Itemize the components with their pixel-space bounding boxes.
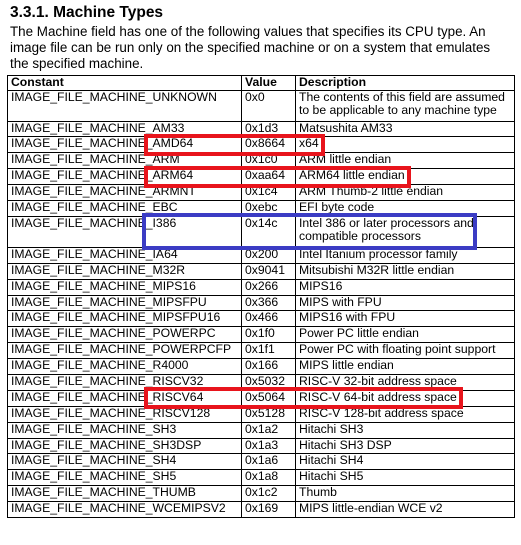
cell-constant: IMAGE_FILE_MACHINE_RISCV128 — [8, 406, 242, 422]
cell-description — [296, 422, 515, 438]
table-header-row — [8, 76, 515, 91]
description-line: Power PC with floating point support — [299, 342, 496, 357]
cell-value: 0x1c4 — [242, 185, 296, 201]
cell-description — [296, 121, 515, 137]
cell-description — [296, 502, 515, 518]
cell-description — [296, 153, 515, 169]
cell-description — [296, 406, 515, 422]
cell-constant: IMAGE_FILE_MACHINE_I386 — [8, 216, 242, 247]
table-row — [8, 153, 515, 169]
cell-constant: IMAGE_FILE_MACHINE_THUMB — [8, 486, 242, 502]
cell-description — [296, 169, 515, 185]
cell-value: 0x200 — [242, 247, 296, 263]
cell-value: 0x1a8 — [242, 470, 296, 486]
table-row — [8, 263, 515, 279]
cell-value: 0x169 — [242, 502, 296, 518]
table-row — [8, 438, 515, 454]
table-row — [8, 470, 515, 486]
cell-constant: IMAGE_FILE_MACHINE_MIPSFPU — [8, 295, 242, 311]
table-row — [8, 359, 515, 375]
cell-description — [296, 390, 515, 406]
cell-value: 0x466 — [242, 311, 296, 327]
cell-value: 0xaa64 — [242, 169, 296, 185]
cell-description — [296, 374, 515, 390]
cell-description — [296, 343, 515, 359]
cell-value: 0x1a2 — [242, 422, 296, 438]
cell-value: 0x8664 — [242, 137, 296, 153]
cell-description — [296, 90, 515, 121]
table-row — [8, 390, 515, 406]
table-row — [8, 422, 515, 438]
description-line: Intel 386 or later processors and — [299, 216, 474, 230]
table-row — [8, 121, 515, 137]
description-line: RISC-V 32-bit address space — [299, 374, 457, 388]
cell-constant: IMAGE_FILE_MACHINE_RISCV64 — [8, 390, 242, 406]
cell-value: 0x366 — [242, 295, 296, 311]
header-description: Description — [296, 76, 515, 91]
table-row — [8, 200, 515, 216]
description-line: Hitachi SH5 — [299, 469, 364, 484]
cell-value: 0x5128 — [242, 406, 296, 422]
cell-description — [296, 327, 515, 343]
table-row — [8, 137, 515, 153]
description-line: RISC-V 128-bit address space — [299, 406, 464, 420]
cell-constant: IMAGE_FILE_MACHINE_ARM — [8, 153, 242, 169]
cell-description — [296, 470, 515, 486]
table-row — [8, 185, 515, 201]
cell-constant: IMAGE_FILE_MACHINE_MIPS16 — [8, 279, 242, 295]
cell-constant: IMAGE_FILE_MACHINE_ARMNT — [8, 185, 242, 201]
cell-value: 0x1a3 — [242, 438, 296, 454]
description-line: MIPS16 with FPU — [299, 310, 396, 325]
cell-value: 0x1d3 — [242, 121, 296, 137]
table-row — [8, 486, 515, 502]
cell-description — [296, 137, 515, 153]
cell-value: 0x14c — [242, 216, 296, 247]
cell-value: 0x266 — [242, 279, 296, 295]
description-line: MIPS little endian — [299, 358, 394, 373]
description-line: RISC-V 64-bit address space — [299, 390, 457, 404]
cell-description — [296, 295, 515, 311]
description-line: Mitsubishi M32R little endian — [299, 263, 455, 277]
cell-value: 0x5032 — [242, 374, 296, 390]
description-line: ARM Thumb-2 little endian — [299, 184, 444, 199]
table-row — [8, 374, 515, 390]
description-line: MIPS little-endian WCE v2 — [299, 501, 443, 516]
cell-constant: IMAGE_FILE_MACHINE_IA64 — [8, 247, 242, 263]
intro-paragraph — [10, 24, 515, 72]
table-row — [8, 502, 515, 518]
cell-description — [296, 486, 515, 502]
description-line: Thumb — [299, 485, 337, 500]
cell-constant: IMAGE_FILE_MACHINE_M32R — [8, 263, 242, 279]
table-row — [8, 327, 515, 343]
cell-description — [296, 311, 515, 327]
table-row — [8, 343, 515, 359]
description-line: x64 — [299, 136, 319, 151]
cell-constant: IMAGE_FILE_MACHINE_WCEMIPSV2 — [8, 502, 242, 518]
cell-description — [296, 216, 515, 247]
cell-value: 0x1c0 — [242, 153, 296, 169]
cell-value: 0x1f0 — [242, 327, 296, 343]
description-line: ARM64 little endian — [299, 168, 405, 183]
description-line: MIPS16 — [299, 279, 343, 293]
description-line: Hitachi SH3 — [299, 422, 364, 436]
cell-description — [296, 438, 515, 454]
cell-description — [296, 279, 515, 295]
description-line: Hitachi SH4 — [299, 453, 364, 468]
cell-constant: IMAGE_FILE_MACHINE_POWERPC — [8, 327, 242, 343]
description-line: Matsushita AM33 — [299, 121, 393, 135]
cell-constant: IMAGE_FILE_MACHINE_AM33 — [8, 121, 242, 137]
cell-constant: IMAGE_FILE_MACHINE_AMD64 — [8, 137, 242, 153]
description-line: MIPS with FPU — [299, 295, 382, 309]
table-row — [8, 247, 515, 263]
table-row — [8, 295, 515, 311]
cell-value: 0x166 — [242, 359, 296, 375]
description-line: Intel Itanium processor family — [299, 247, 458, 261]
cell-value: 0x5064 — [242, 390, 296, 406]
cell-value: 0x1f1 — [242, 343, 296, 359]
cell-constant: IMAGE_FILE_MACHINE_POWERPCFP — [8, 343, 242, 359]
cell-value: 0xebc — [242, 200, 296, 216]
cell-description — [296, 200, 515, 216]
cell-constant: IMAGE_FILE_MACHINE_SH3 — [8, 422, 242, 438]
cell-constant: IMAGE_FILE_MACHINE_ARM64 — [8, 169, 242, 185]
cell-constant: IMAGE_FILE_MACHINE_SH3DSP — [8, 438, 242, 454]
table-row — [8, 406, 515, 422]
description-line: compatible processors — [299, 229, 421, 244]
cell-description — [296, 454, 515, 470]
machine-types-table — [7, 75, 515, 518]
description-line: Hitachi SH3 DSP — [299, 438, 392, 452]
table-row — [8, 216, 515, 247]
table-row — [8, 169, 515, 185]
cell-description — [296, 359, 515, 375]
cell-constant: IMAGE_FILE_MACHINE_SH4 — [8, 454, 242, 470]
description-line: Power PC little endian — [299, 326, 419, 341]
cell-constant: IMAGE_FILE_MACHINE_SH5 — [8, 470, 242, 486]
intro-line: image file can be run only on the specified machine or on a system that emulates — [10, 40, 491, 55]
table-row — [8, 90, 515, 121]
table-row — [8, 454, 515, 470]
cell-constant: IMAGE_FILE_MACHINE_RISCV32 — [8, 374, 242, 390]
intro-line: The Machine field has one of the following values that specifies its CPU type. An — [10, 24, 486, 39]
cell-constant: IMAGE_FILE_MACHINE_UNKNOWN — [8, 90, 242, 121]
description-line: The contents of this field are assumed — [299, 90, 505, 104]
cell-description — [296, 263, 515, 279]
table-row — [8, 279, 515, 295]
description-line: EFI byte code — [299, 200, 375, 214]
cell-description — [296, 185, 515, 201]
section-heading: 3.3.1. Machine Types — [10, 4, 164, 21]
intro-line: the specified machine. — [10, 56, 144, 71]
cell-value: 0x9041 — [242, 263, 296, 279]
table-row — [8, 311, 515, 327]
cell-value: 0x0 — [242, 90, 296, 121]
table-body — [8, 90, 515, 517]
cell-description — [296, 247, 515, 263]
cell-value: 0x1c2 — [242, 486, 296, 502]
cell-value: 0x1a6 — [242, 454, 296, 470]
description-line: ARM little endian — [299, 152, 392, 167]
cell-constant: IMAGE_FILE_MACHINE_R4000 — [8, 359, 242, 375]
header-value: Value — [242, 76, 296, 91]
cell-constant: IMAGE_FILE_MACHINE_EBC — [8, 200, 242, 216]
description-line: to be applicable to any machine type — [299, 103, 497, 117]
cell-constant: IMAGE_FILE_MACHINE_MIPSFPU16 — [8, 311, 242, 327]
header-constant: Constant — [8, 76, 242, 91]
